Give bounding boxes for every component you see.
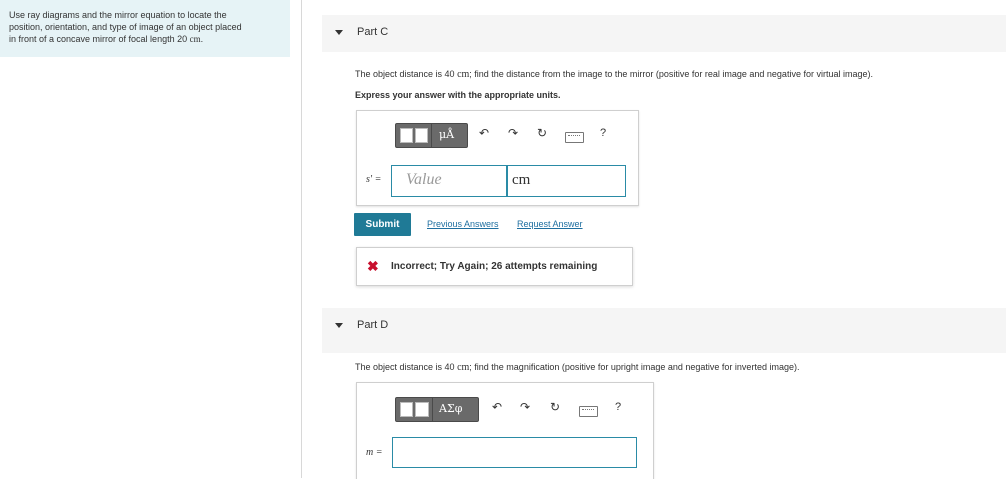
- problem-line-3-end: .: [200, 34, 204, 44]
- units-symbol-icon[interactable]: μÅ: [439, 128, 455, 141]
- feedback-message: Incorrect; Try Again; 26 attempts remaining: [391, 261, 598, 272]
- problem-statement: [0, 0, 290, 57]
- part-c-express-instruction: Express your answer with the appropriate units.: [355, 90, 561, 100]
- keyboard-icon[interactable]: [579, 406, 598, 417]
- problem-text: [9, 9, 284, 45]
- value-placeholder: Value: [406, 171, 442, 188]
- column-divider: [301, 0, 302, 478]
- part-d-answer-box: [356, 382, 654, 479]
- undo-icon[interactable]: ↶: [479, 126, 490, 140]
- magnification-input[interactable]: [392, 437, 637, 468]
- request-answer-link[interactable]: Request Answer: [517, 219, 583, 229]
- help-icon[interactable]: ?: [615, 401, 622, 413]
- greek-symbol-icon[interactable]: ΑΣφ: [439, 402, 463, 415]
- undo-icon[interactable]: ↶: [492, 400, 503, 414]
- collapse-triangle-icon[interactable]: [335, 30, 343, 35]
- part-d-question: [355, 362, 799, 373]
- problem-line-1: Use ray diagrams and the mirror equation to locate the: [9, 10, 227, 20]
- collapse-triangle-icon[interactable]: [335, 323, 343, 328]
- submit-button[interactable]: Submit: [354, 213, 411, 236]
- part-c-question-rest: ; find the distance from the image to the mirror (positive for real image and negative for virtual image).: [469, 69, 873, 79]
- reset-icon[interactable]: ↻: [537, 126, 548, 140]
- unit-value: cm: [512, 172, 531, 188]
- part-c-question-text: The object distance is 40: [355, 69, 458, 79]
- m-label: m =: [366, 447, 383, 458]
- feedback-box: [356, 247, 633, 286]
- part-c-question-unit: cm: [457, 69, 470, 80]
- incorrect-icon: ✖: [367, 258, 379, 274]
- unit-input[interactable]: [507, 165, 626, 197]
- root-template-icon[interactable]: [415, 402, 429, 417]
- part-c-header[interactable]: [322, 15, 1006, 52]
- problem-unit: cm: [189, 34, 201, 44]
- fraction-template-icon[interactable]: [400, 128, 413, 143]
- help-icon[interactable]: ?: [600, 127, 607, 139]
- problem-line-2: position, orientation, and type of image of an object placed: [9, 22, 242, 32]
- reset-icon[interactable]: ↻: [550, 400, 561, 414]
- sqrt-template-icon[interactable]: [400, 402, 413, 417]
- part-d-question-text: The object distance is 40: [355, 362, 458, 372]
- keyboard-icon[interactable]: [565, 132, 584, 143]
- s-prime-label: s′ =: [366, 174, 382, 185]
- part-d-header[interactable]: [322, 308, 1006, 353]
- subscript-template-icon[interactable]: [415, 128, 428, 143]
- template-button[interactable]: [395, 123, 468, 148]
- part-c-question: [355, 69, 873, 80]
- value-input[interactable]: [391, 165, 507, 197]
- template-divider: [431, 124, 432, 147]
- part-c-title: Part C: [357, 26, 389, 38]
- template-button[interactable]: [395, 397, 479, 422]
- redo-icon[interactable]: ↷: [520, 400, 531, 414]
- previous-answers-link[interactable]: Previous Answers: [427, 219, 499, 229]
- part-d-question-rest: ; find the magnification (positive for upright image and negative for inverted image).: [469, 362, 800, 372]
- template-divider: [432, 398, 433, 421]
- part-d-title: Part D: [357, 319, 389, 331]
- problem-line-3-text: in front of a concave mirror of focal length 20: [9, 34, 190, 44]
- part-d-question-unit: cm: [457, 362, 470, 373]
- problem-line-3: [9, 33, 284, 45]
- part-c-answer-box: [356, 110, 639, 206]
- redo-icon[interactable]: ↷: [508, 126, 519, 140]
